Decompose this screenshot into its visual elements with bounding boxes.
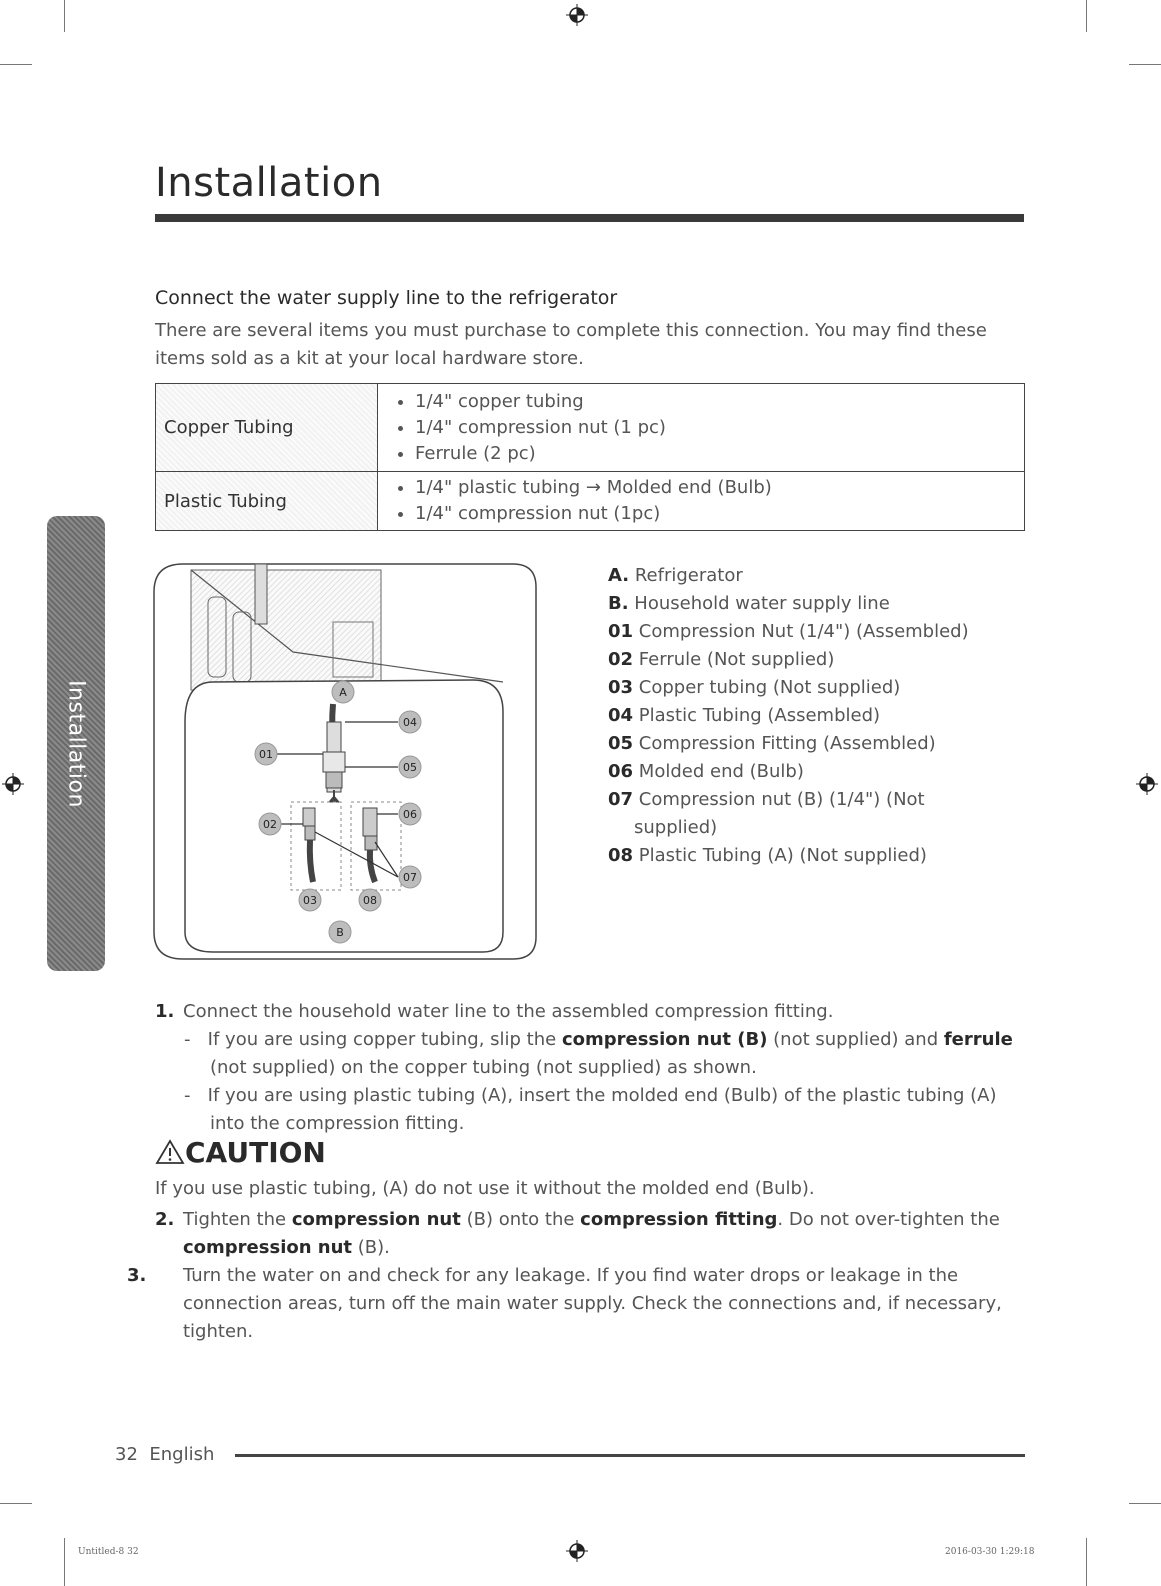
legend-item: 03 Copper tubing (Not supplied) (608, 677, 901, 698)
step-1-sub-copper: - If you are using copper tubing, slip the compression nut (B) (not supplied) and ferrule (not supplied) on the copper tubing (not supplied) as shown. (184, 1029, 1013, 1078)
page-title: Installation (155, 160, 383, 206)
legend-item: 06 Molded end (Bulb) (608, 761, 804, 782)
registration-mark-icon (566, 4, 588, 26)
callout-label-b: B (336, 926, 344, 939)
print-slug-left: Untitled-8 32 (78, 1547, 139, 1557)
legend-item: B. Household water supply line (608, 593, 890, 614)
callout-label-07: 07 (403, 871, 417, 884)
callout-label-04: 04 (403, 716, 417, 729)
crop-mark (1086, 0, 1087, 32)
section-subheading: Connect the water supply line to the refrigerator (155, 287, 618, 309)
legend-item: 04 Plastic Tubing (Assembled) (608, 705, 881, 726)
callout-label-a: A (339, 686, 347, 699)
crop-mark (1129, 1503, 1161, 1504)
registration-mark-icon (2, 773, 24, 795)
list-item: • 1/4" copper tubing (415, 389, 1023, 415)
callout-label-01: 01 (259, 748, 273, 761)
list-item: • 1/4" compression nut (1 pc) (415, 415, 1023, 441)
crop-mark (64, 1538, 65, 1586)
table-row (156, 384, 1025, 472)
section-side-tab-label: Installation (63, 679, 89, 808)
crop-mark (0, 64, 32, 65)
page-footer (115, 1444, 214, 1465)
registration-mark-icon (566, 1540, 588, 1562)
table-row (156, 472, 1025, 531)
step-3: 3. Turn the water on and check for any leakage. If you find water drops or leakage in the connection areas, turn off the main water supply. Check the connections and, if necessary, tighten. (127, 1265, 1002, 1342)
table-row-items (378, 384, 1025, 472)
caution-text: If you use plastic tubing, (A) do not use it without the molded end (Bulb). (155, 1178, 815, 1199)
list-item: • Ferrule (2 pc) (415, 441, 1023, 467)
table-row-items (378, 472, 1025, 531)
legend-item: 05 Compression Fitting (Assembled) (608, 733, 936, 754)
registration-mark-icon (1136, 773, 1158, 795)
callout-label-06: 06 (403, 808, 417, 821)
legend-item: A. Refrigerator (608, 565, 743, 586)
legend-item: 01 Compression Nut (1/4") (Assembled) (608, 621, 969, 642)
title-rule (155, 214, 1024, 222)
list-item: • 1/4" plastic tubing → Molded end (Bulb) (415, 475, 1023, 501)
caution-heading (155, 1136, 326, 1169)
crop-mark (1086, 1538, 1087, 1586)
parts-table (155, 383, 1025, 531)
section-side-tab (47, 516, 105, 971)
detail-bubble (185, 680, 503, 952)
refrigerator-back-panel (191, 564, 503, 690)
callout-label-02: 02 (263, 818, 277, 831)
callout-label-03: 03 (303, 894, 317, 907)
page-number: 32 (115, 1444, 138, 1465)
legend-item: 07 Compression nut (B) (1/4") (Not supplied) (608, 789, 925, 838)
legend-item: 02 Ferrule (Not supplied) (608, 649, 835, 670)
crop-mark (0, 1503, 32, 1504)
list-item: • 1/4" compression nut (1pc) (415, 501, 1023, 527)
print-slug-right: 2016-03-30 1:29:18 (945, 1547, 1035, 1557)
crop-mark (1129, 64, 1161, 65)
callout-label-08: 08 (363, 894, 377, 907)
warning-triangle-icon (155, 1139, 185, 1165)
step-1-sub-plastic: - If you are using plastic tubing (A), insert the molded end (Bulb) of the plastic tubing (A) into the compression fitting. (184, 1085, 997, 1134)
step-2: 2. Tighten the compression nut (B) onto the compression fitting. Do not over-tighten the (155, 1209, 1000, 1230)
callout-label-05: 05 (403, 761, 417, 774)
caution-label: CAUTION (185, 1136, 326, 1169)
footer-language: English (149, 1444, 215, 1465)
step-1 (155, 998, 1025, 1138)
steps-2-3 (127, 1206, 1025, 1346)
diagram-legend (608, 562, 1008, 870)
step-2-cont: compression nut (B). (183, 1237, 390, 1258)
legend-item: 08 Plastic Tubing (A) (Not supplied) (608, 845, 927, 866)
footer-rule (235, 1454, 1025, 1457)
intro-paragraph: There are several items you must purchase to complete this connection. You may find these items sold as a kit at your local hardware store. (155, 320, 987, 369)
table-row-label: Copper Tubing (156, 384, 378, 472)
connection-diagram (153, 562, 538, 962)
table-row-label: Plastic Tubing (156, 472, 378, 531)
step-1-text: 1. Connect the household water line to the assembled compression fitting. (155, 1001, 834, 1022)
crop-mark (64, 0, 65, 32)
